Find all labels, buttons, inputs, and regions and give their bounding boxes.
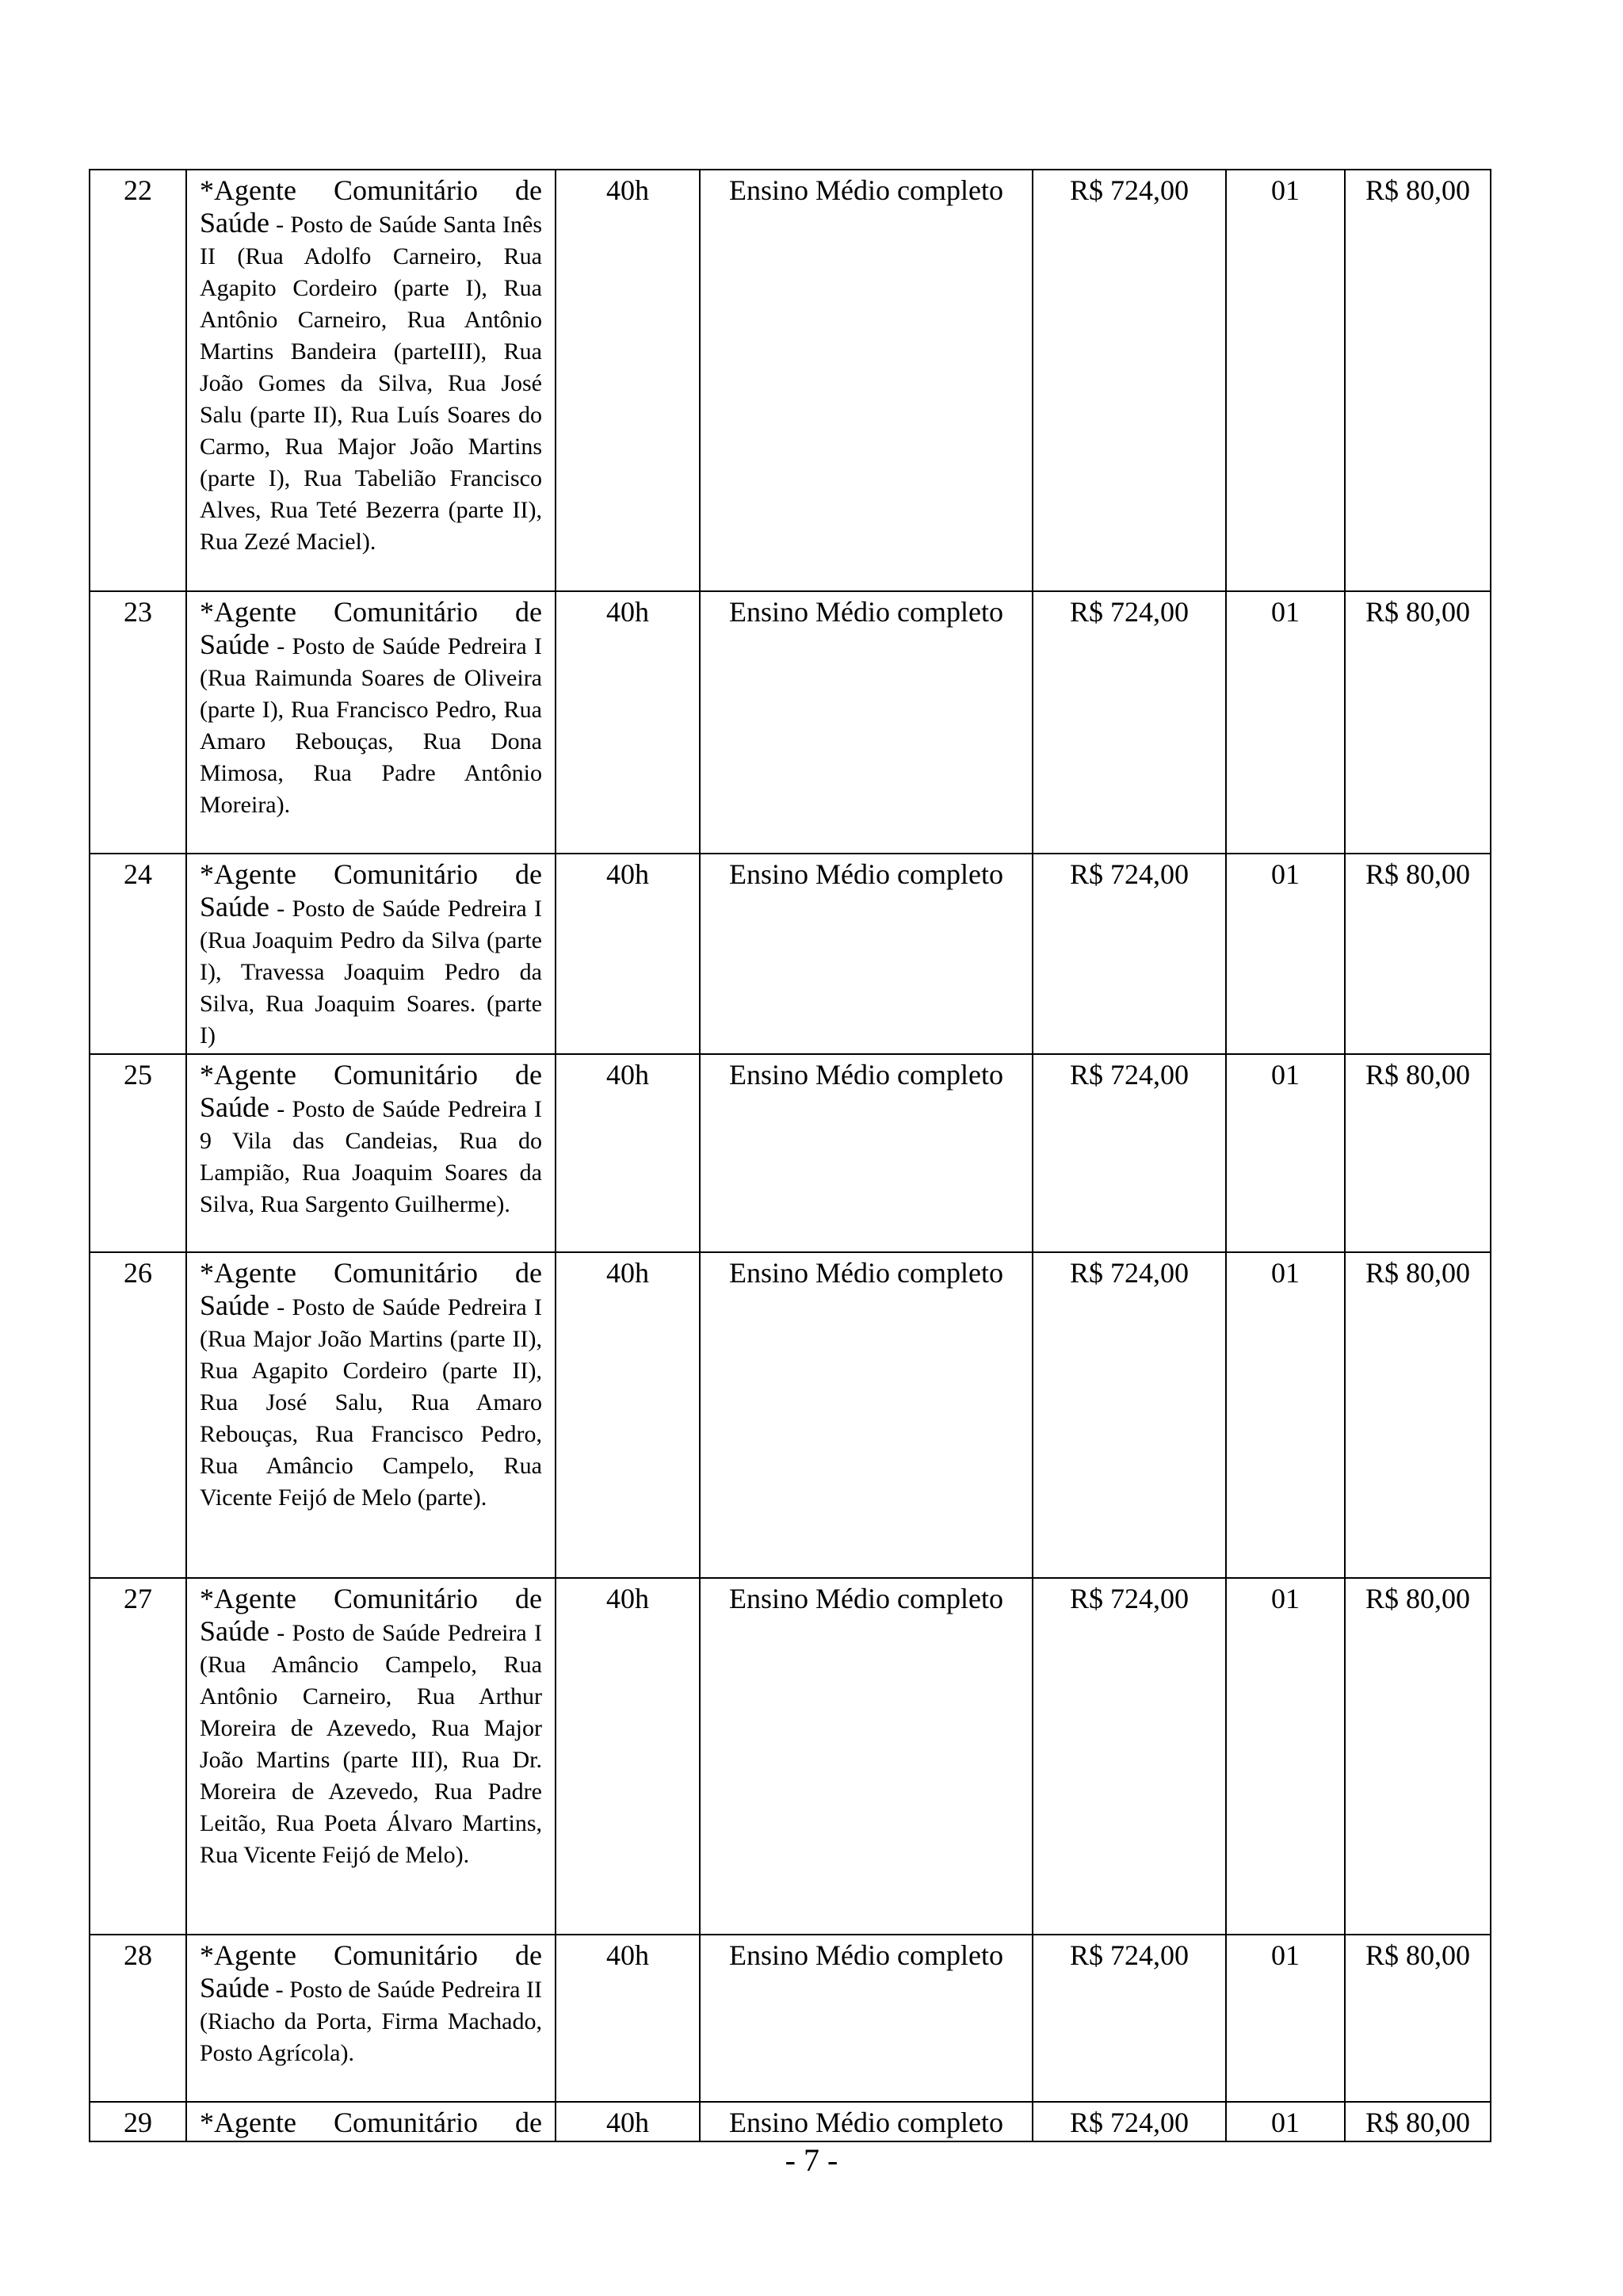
cargo-subtitle: Saúde xyxy=(200,1615,269,1647)
registration-fee: R$ 80,00 xyxy=(1345,1935,1491,2102)
cargo-subtitle: Saúde xyxy=(200,1289,269,1321)
cargo-subtitle: Saúde xyxy=(200,207,269,239)
row-number: 23 xyxy=(90,591,186,854)
cargo-description-block xyxy=(200,207,542,558)
page-number: - 7 - xyxy=(785,2142,838,2178)
cargo-subtitle: Saúde xyxy=(200,1972,269,2004)
salary: R$ 724,00 xyxy=(1033,1935,1226,2102)
cargo-description: - Posto de Saúde Pedreira I (Rua Major João Martins (parte II), Rua Agapito Cordeiro (parte II), Rua José Salu, Rua Amaro Rebouças, Rua Francisco Pedro, Rua Amâncio Campelo, Rua Vicente Feijó de Melo (parte). xyxy=(200,1294,542,1511)
cargo-cell xyxy=(186,1054,556,1252)
registration-fee: R$ 80,00 xyxy=(1345,854,1491,1054)
salary: R$ 724,00 xyxy=(1033,1578,1226,1935)
cargo-description: - Posto de Saúde Santa Inês II (Rua Adolfo Carneiro, Rua Agapito Cordeiro (parte I), Rua Antônio Carneiro, Rua Antônio Martins Bandeira (parteIII), Rua João Gomes da Silva, Rua José Salu (parte II), Rua Luís Soares do Carmo, Rua Major João Martins (parte I), Rua Tabelião Francisco Alves, Rua Teté Bezerra (parte II), Rua Zezé Maciel). xyxy=(200,212,542,555)
education-requirement: Ensino Médio completo xyxy=(700,591,1033,854)
row-number: 27 xyxy=(90,1578,186,1935)
registration-fee: R$ 80,00 xyxy=(1345,1252,1491,1578)
salary: R$ 724,00 xyxy=(1033,170,1226,591)
cargo-cell xyxy=(186,1935,556,2102)
cargo-description: - Posto de Saúde Pedreira I 9 Vila das Candeias, Rua do Lampião, Rua Joaquim Soares da Silva, Rua Sargento Guilherme). xyxy=(200,1096,542,1217)
vacancies: 01 xyxy=(1226,1054,1345,1252)
cargo-subtitle: Saúde xyxy=(200,1091,269,1123)
salary: R$ 724,00 xyxy=(1033,854,1226,1054)
cargo-description-block xyxy=(200,891,542,1052)
cargo-description: - Posto de Saúde Pedreira I (Rua Joaquim Pedro da Silva (parte I), Travessa Joaquim Pedro da Silva, Rua Joaquim Soares. (parte I) xyxy=(200,896,542,1049)
vacancies-table xyxy=(89,169,1491,2142)
workload: 40h xyxy=(556,1578,700,1935)
cargo-cell xyxy=(186,1252,556,1578)
registration-fee: R$ 80,00 xyxy=(1345,2102,1491,2141)
registration-fee: R$ 80,00 xyxy=(1345,591,1491,854)
table-row xyxy=(90,1252,1491,1578)
cargo-cell xyxy=(186,1578,556,1935)
cargo-cell xyxy=(186,854,556,1054)
cargo-description-block xyxy=(200,1289,542,1514)
row-number: 26 xyxy=(90,1252,186,1578)
cargo-description-block xyxy=(200,1615,542,1871)
cargo-subtitle: Saúde xyxy=(200,628,269,660)
cargo-subtitle: Saúde xyxy=(200,891,269,923)
row-number: 28 xyxy=(90,1935,186,2102)
salary: R$ 724,00 xyxy=(1033,1054,1226,1252)
cargo-title: *Agente Comunitário de xyxy=(200,1939,542,1971)
cargo-cell xyxy=(186,591,556,854)
workload: 40h xyxy=(556,1252,700,1578)
table-row xyxy=(90,854,1491,1054)
registration-fee: R$ 80,00 xyxy=(1345,170,1491,591)
salary: R$ 724,00 xyxy=(1033,2102,1226,2141)
cargo-title: *Agente Comunitário de xyxy=(200,596,542,628)
workload: 40h xyxy=(556,2102,700,2141)
row-number: 25 xyxy=(90,1054,186,1252)
cargo-description-block xyxy=(200,628,542,821)
vacancies: 01 xyxy=(1226,170,1345,591)
salary: R$ 724,00 xyxy=(1033,591,1226,854)
vacancies: 01 xyxy=(1226,854,1345,1054)
row-number: 29 xyxy=(90,2102,186,2141)
education-requirement: Ensino Médio completo xyxy=(700,170,1033,591)
workload: 40h xyxy=(556,854,700,1054)
vacancies: 01 xyxy=(1226,1935,1345,2102)
table-row xyxy=(90,1935,1491,2102)
table-row xyxy=(90,1578,1491,1935)
cargo-description-block xyxy=(200,1972,542,2069)
workload: 40h xyxy=(556,1935,700,2102)
education-requirement: Ensino Médio completo xyxy=(700,1054,1033,1252)
vacancies: 01 xyxy=(1226,1252,1345,1578)
cargo-cell xyxy=(186,2102,556,2141)
table-row xyxy=(90,591,1491,854)
cargo-title: *Agente Comunitário de xyxy=(200,1257,542,1289)
cargo-description-block xyxy=(200,1091,542,1221)
education-requirement: Ensino Médio completo xyxy=(700,1578,1033,1935)
cargo-description: - Posto de Saúde Pedreira I (Rua Amâncio Campelo, Rua Antônio Carneiro, Rua Arthur Moreira de Azevedo, Rua Major João Martins (parte III), Rua Dr. Moreira de Azevedo, Rua Padre Leitão, Rua Poeta Álvaro Martins, Rua Vicente Feijó de Melo). xyxy=(200,1620,542,1868)
cargo-cell xyxy=(186,170,556,591)
cargo-title: *Agente Comunitário de xyxy=(200,858,542,890)
table-row xyxy=(90,1054,1491,1252)
row-number: 22 xyxy=(90,170,186,591)
workload: 40h xyxy=(556,591,700,854)
registration-fee: R$ 80,00 xyxy=(1345,1578,1491,1935)
cargo-description: - Posto de Saúde Pedreira I (Rua Raimunda Soares de Oliveira (parte I), Rua Francisco Pedro, Rua Amaro Rebouças, Rua Dona Mimosa, Rua Padre Antônio Moreira). xyxy=(200,633,542,818)
vacancies: 01 xyxy=(1226,2102,1345,2141)
education-requirement: Ensino Médio completo xyxy=(700,1935,1033,2102)
cargo-title: *Agente Comunitário de xyxy=(200,174,542,206)
table-row xyxy=(90,170,1491,591)
cargo-title: *Agente Comunitário de xyxy=(200,2107,542,2138)
education-requirement: Ensino Médio completo xyxy=(700,2102,1033,2141)
row-number: 24 xyxy=(90,854,186,1054)
cargo-description: - Posto de Saúde Pedreira II (Riacho da Porta, Firma Machado, Posto Agrícola). xyxy=(200,1977,542,2066)
education-requirement: Ensino Médio completo xyxy=(700,854,1033,1054)
cargo-title: *Agente Comunitário de xyxy=(200,1583,542,1614)
table-row xyxy=(90,2102,1491,2141)
registration-fee: R$ 80,00 xyxy=(1345,1054,1491,1252)
workload: 40h xyxy=(556,170,700,591)
education-requirement: Ensino Médio completo xyxy=(700,1252,1033,1578)
cargo-title: *Agente Comunitário de xyxy=(200,1059,542,1091)
workload: 40h xyxy=(556,1054,700,1252)
vacancies: 01 xyxy=(1226,591,1345,854)
vacancies: 01 xyxy=(1226,1578,1345,1935)
salary: R$ 724,00 xyxy=(1033,1252,1226,1578)
